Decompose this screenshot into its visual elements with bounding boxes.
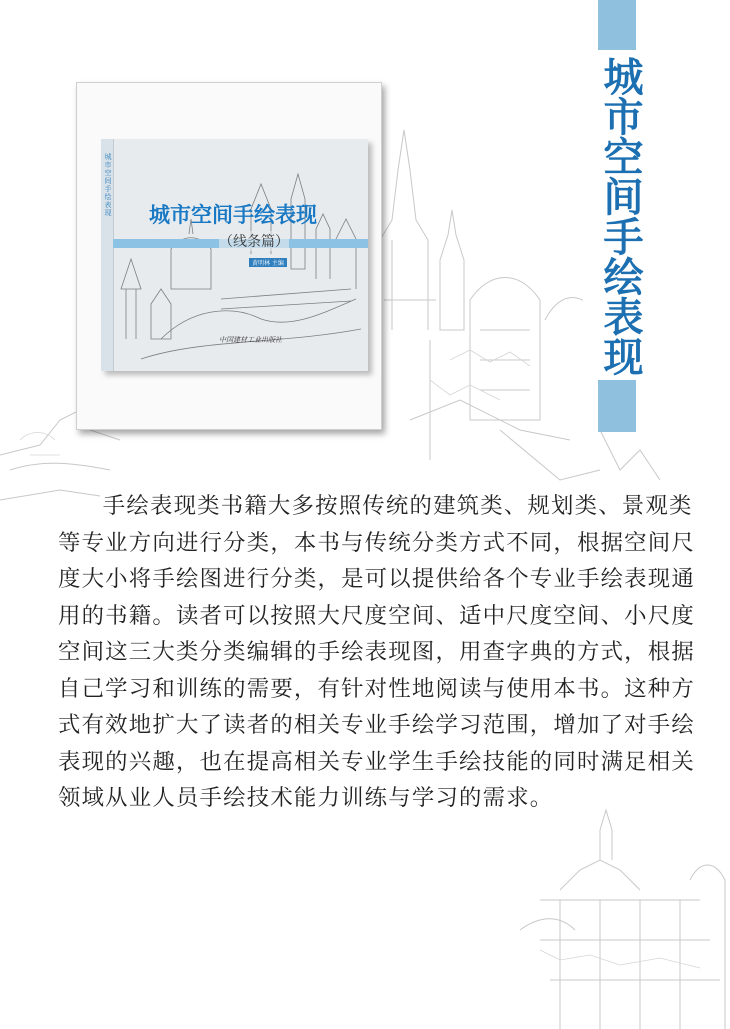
spine-title: 城市空间手绘表现 — [104, 153, 112, 217]
page-title: 城市空间手绘表现 — [597, 56, 643, 376]
description-paragraph: 手绘表现类书籍大多按照传统的建筑类、规划类、景观类等专业方向进行分类，本书与传统分类方式不同，根据空间尺度大小将手绘图进行分类，是可以提供给各个专业手绘表现通用的书籍。读者可以按照大尺度空间、适中尺度空间、小尺度空间这三大类分类编辑的手绘表现图，用查字典的方式，根据自己学习和训练的需要，有针对性地阅读与使用本书。这种方式有效地扩大了读者的相关专业手绘学习范围，增加了对手绘表现的兴趣，也在提高相关专业学生手绘技能的同时满足相关领域从业人员手绘技术能力训练与学习的需求。 — [58, 493, 695, 811]
cover-publisher: 中国建材工业出版社 — [219, 336, 282, 344]
cover-author: 黄明林 主编 — [249, 258, 287, 267]
book-spine — [101, 139, 114, 371]
cover-subtitle: （线条篇） — [219, 231, 289, 251]
book-cover — [101, 139, 368, 371]
cover-title: 城市空间手绘表现 — [149, 203, 317, 227]
